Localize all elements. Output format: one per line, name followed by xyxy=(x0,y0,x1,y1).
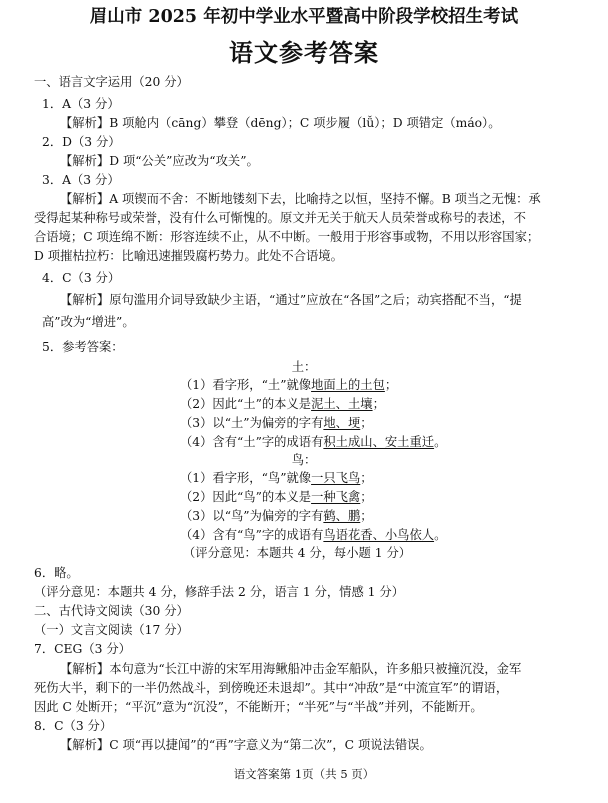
explanation-text: 【解析】D 项“公关”应改为“攻关”。 xyxy=(60,154,259,168)
question-answer: 2．D（3 分） xyxy=(42,135,121,149)
explanation-text: 因此 C 处断开；“平沉”意为“沉没”，不能断开；“半死”与“半战”并列，不能断开。 xyxy=(34,700,483,714)
explanation-text: 【解析】B 项舱内（cāng）攀登（dēng）；C 项步履（lǚ）；D 项错定（máo）。 xyxy=(60,116,501,130)
sub-section-heading: （一）文言文阅读（17 分） xyxy=(34,623,189,637)
explanation-text: 高”改为“增进”。 xyxy=(42,315,135,329)
answer-item: （2）因此“鸟”的本义是一种飞禽； xyxy=(180,490,373,504)
explanation-text: 受得起某种称号或荣誉，没有什么可惭愧的。原文并无关于航天人员荣誉或称号的表述，不 xyxy=(34,211,526,225)
section-heading: 二、古代诗文阅读（30 分） xyxy=(34,604,189,618)
question-answer: 3．A（3 分） xyxy=(42,173,120,187)
answer-item: （3）以“鸟”为偏旁的字有鹤、鹏； xyxy=(180,509,373,523)
question-answer: 6．略。 xyxy=(34,566,79,580)
explanation-text: D 项摧枯拉朽：比喻迅速摧毁腐朽势力。此处不合语境。 xyxy=(34,249,343,263)
question-answer: 1．A（3 分） xyxy=(42,97,120,111)
scoring-note: （评分意见：本题共 4 分，每小题 1 分） xyxy=(183,546,412,560)
answer-item: （4）含有“鸟”字的成语有鸟语花香、小鸟依人。 xyxy=(180,528,447,542)
question-answer: 4．C（3 分） xyxy=(42,271,121,285)
explanation-text: 死伤大半，剩下的一半仍然战斗，到傍晚还未退却”。其中“冲敌”是“中流宣军”的谓语， xyxy=(34,681,509,695)
section-heading: 一、语言文字运用（20 分） xyxy=(34,75,189,89)
page-title: 语文参考答案 xyxy=(229,38,379,67)
question-answer: 5．参考答案： xyxy=(42,340,124,354)
answer-item: （3）以“土”为偏旁的字有地、埂； xyxy=(180,416,373,430)
explanation-text: 【解析】A 项锲而不舍：不断地镂刻下去，比喻持之以恒，坚持不懈。B 项当之无愧：承 xyxy=(60,192,541,206)
answer-item: （1）看字形，“鸟”就像一只飞鸟； xyxy=(180,471,373,485)
question-answer: 8．C（3 分） xyxy=(34,719,113,733)
answer-item: （2）因此“土”的本义是泥土、土壤； xyxy=(180,397,385,411)
answer-item: （4）含有“土”字的成语有积土成山、安土重迁。 xyxy=(180,435,447,449)
sub-heading-earth: 土： xyxy=(291,360,317,374)
explanation-text: 【解析】本句意为“长江中游的宋军用海鳅船冲击金军船队，许多船只被撞沉没，金军 xyxy=(60,662,522,676)
exam-title: 眉山市 2025 年初中学业水平暨高中阶段学校招生考试 xyxy=(89,7,519,27)
scoring-note: （评分意见：本题共 4 分，修辞手法 2 分，语言 1 分，情感 1 分） xyxy=(34,585,404,599)
explanation-text: 合语境；C 项连绵不断：形容连续不止，从不中断。一般用于形容事或物，不用以形容国家； xyxy=(34,230,540,244)
explanation-text: 【解析】C 项“再以捷闻”的“再”字意义为“第二次”，C 项说法错误。 xyxy=(60,738,432,752)
question-answer: 7．CEG（3 分） xyxy=(34,642,131,656)
answer-item: （1）看字形，“土”就像地面上的土包； xyxy=(180,378,398,392)
sub-heading-bird: 鸟： xyxy=(291,453,317,467)
explanation-text: 【解析】原句滥用介词导致缺少主语，“通过”应放在“各国”之后；动宾搭配不当，“提 xyxy=(60,293,522,307)
page-footer: 语文答案第 1页（共 5 页） xyxy=(233,767,375,781)
